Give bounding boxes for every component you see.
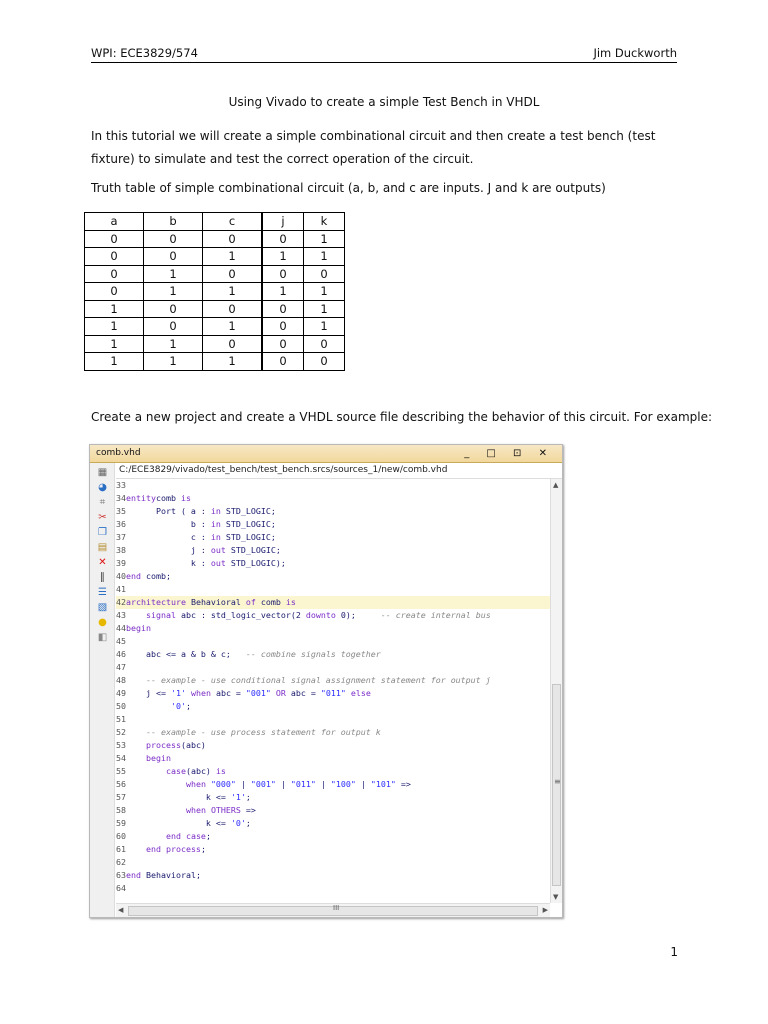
- line-number: 62: [116, 857, 126, 867]
- code-token: j <=: [126, 688, 171, 698]
- code-token: when: [185, 805, 206, 815]
- code-token: else: [350, 688, 371, 698]
- code-token: '1': [230, 792, 246, 802]
- scroll-up-icon[interactable]: ▲: [553, 481, 559, 489]
- code-token: abc <= a & b & c;: [126, 649, 246, 659]
- table-row: [85, 283, 345, 301]
- scroll-left-icon[interactable]: ◀: [118, 906, 124, 914]
- table-cell: 0: [304, 335, 345, 353]
- table-cell: 0: [203, 265, 263, 283]
- code-token: of: [245, 597, 256, 607]
- table-cell: 0: [203, 335, 263, 353]
- document-title: Using Vivado to create a simple Test Bench in VHDL: [228, 95, 540, 109]
- code-token: downto: [305, 610, 336, 620]
- table-cell: 0: [203, 230, 263, 248]
- table-cell: 1: [304, 300, 345, 318]
- code-token: ;: [185, 701, 191, 711]
- code-line: [116, 830, 561, 843]
- line-number: 58: [116, 805, 126, 815]
- code-line: [116, 635, 561, 648]
- code-line: [116, 804, 561, 817]
- truth-table-caption: Truth table of simple combinational circuit (a, b, and c are inputs. J and k are outputs): [91, 181, 606, 195]
- code-token: [126, 844, 146, 854]
- table-row: [85, 230, 345, 248]
- code-token: abc =: [285, 688, 321, 698]
- truth-table: [84, 212, 345, 371]
- line-number: 33: [116, 480, 126, 490]
- code-line: [116, 869, 561, 882]
- table-cell: 1: [85, 300, 144, 318]
- code-token: ;: [205, 831, 211, 841]
- lightbulb-icon[interactable]: ●: [98, 617, 107, 628]
- col-header-k: k: [304, 213, 345, 231]
- code-token: end: [126, 870, 141, 880]
- code-token: [126, 675, 146, 685]
- code-token: in: [210, 519, 221, 529]
- code-token: "000": [210, 779, 236, 789]
- binoculars-icon[interactable]: ◕: [98, 482, 107, 493]
- table-row: [85, 248, 345, 266]
- code-token: comb: [255, 597, 286, 607]
- code-line: [116, 622, 561, 635]
- code-line: [116, 700, 561, 713]
- code-line: [116, 479, 561, 492]
- table-cell: 1: [203, 318, 263, 336]
- code-line: [116, 726, 561, 739]
- col-header-a: a: [85, 213, 144, 231]
- table-cell: 0: [85, 283, 144, 301]
- code-token: case: [165, 766, 186, 776]
- delete-icon[interactable]: ✕: [98, 557, 107, 568]
- link-icon[interactable]: ⌗: [99, 497, 106, 508]
- code-line: [116, 778, 561, 791]
- window-buttons[interactable]: _ □ ⊡ ✕: [464, 448, 554, 459]
- code-token: "101": [370, 779, 396, 789]
- code-line: [116, 583, 561, 596]
- table-cell: 1: [144, 353, 203, 371]
- line-number: 53: [116, 740, 126, 750]
- code-token: [126, 727, 146, 737]
- code-line: [116, 492, 561, 505]
- line-number: 37: [116, 532, 126, 542]
- code-token: [126, 766, 166, 776]
- code-token: |: [235, 779, 251, 789]
- code-token: [126, 831, 166, 841]
- code-token: STD_LOGIC;: [220, 506, 276, 516]
- scroll-grip: ≡: [554, 777, 561, 786]
- line-number: 44: [116, 623, 126, 633]
- code-token: is: [215, 766, 226, 776]
- horizontal-scroll-thumb[interactable]: [128, 906, 538, 916]
- code-line: [116, 882, 561, 895]
- scissors-icon[interactable]: ✂: [98, 512, 107, 523]
- header-left: WPI: ECE3829/574: [91, 46, 198, 60]
- table-cell: 0: [262, 230, 304, 248]
- code-token: when: [190, 688, 211, 698]
- code-token: begin: [145, 753, 171, 763]
- code-token: b :: [126, 519, 211, 529]
- page-number: 1: [670, 945, 678, 959]
- table-cell: 0: [144, 300, 203, 318]
- code-token: abc : std_logic_vector(2: [175, 610, 306, 620]
- code-line: [116, 674, 561, 687]
- code-token: architecture: [126, 597, 186, 607]
- code-token: in: [210, 532, 221, 542]
- code-line: [116, 661, 561, 674]
- table-cell: 1: [144, 283, 203, 301]
- code-token: STD_LOGIC;: [225, 545, 281, 555]
- instruction-paragraph: Create a new project and create a VHDL source file describing the behavior of this circuit. For example:: [91, 410, 713, 424]
- line-number: 57: [116, 792, 126, 802]
- code-line: [116, 609, 561, 622]
- line-number: 52: [116, 727, 126, 737]
- editor-title-bar: [90, 445, 562, 463]
- code-line: [116, 531, 561, 544]
- code-token: -- combine signals together: [245, 649, 381, 659]
- code-token: |: [355, 779, 371, 789]
- code-token: out: [210, 545, 226, 555]
- code-token: end: [126, 571, 141, 581]
- code-token: j :: [126, 545, 211, 555]
- code-token: k :: [126, 558, 211, 568]
- code-token: c :: [126, 532, 211, 542]
- line-number: 40: [116, 571, 126, 581]
- line-number: 59: [116, 818, 126, 828]
- code-token: Behavioral: [185, 597, 246, 607]
- code-line: [116, 570, 561, 583]
- code-token: -- create internal bus: [380, 610, 491, 620]
- code-token: comb;: [141, 571, 171, 581]
- code-token: =>: [240, 805, 256, 815]
- indent-icon[interactable]: ☰: [98, 587, 107, 598]
- code-line: [116, 557, 561, 570]
- code-token: end case: [165, 831, 206, 841]
- code-token: "011": [320, 688, 346, 698]
- line-number: 50: [116, 701, 126, 711]
- code-line: [116, 739, 561, 752]
- code-line: [116, 843, 561, 856]
- line-number: 45: [116, 636, 126, 646]
- format-icon[interactable]: ▧: [97, 602, 108, 613]
- comment-icon[interactable]: ∥: [100, 572, 105, 583]
- code-token: '0': [230, 818, 246, 828]
- code-token: OTHERS: [210, 805, 241, 815]
- code-token: STD_LOGIC;: [220, 532, 276, 542]
- code-token: |: [315, 779, 331, 789]
- code-token: Behavioral;: [141, 870, 201, 880]
- code-token: when: [185, 779, 206, 789]
- line-number: 56: [116, 779, 126, 789]
- table-cell: 1: [304, 318, 345, 336]
- code-token: signal: [145, 610, 176, 620]
- table-row: [85, 318, 345, 336]
- code-token: STD_LOGIC);: [225, 558, 286, 568]
- code-token: k <=: [126, 818, 231, 828]
- code-editor-window: [89, 444, 563, 918]
- table-cell: 1: [203, 248, 263, 266]
- table-cell: 1: [304, 230, 345, 248]
- table-cell: 1: [144, 265, 203, 283]
- table-cell: 1: [262, 248, 304, 266]
- code-token: -- example - use conditional signal assignment statement for output j: [145, 675, 491, 685]
- code-token: entity: [126, 493, 156, 503]
- code-token: [126, 779, 186, 789]
- editor-side-toolbar: [90, 463, 115, 917]
- table-row: [85, 300, 345, 318]
- code-token: is: [180, 493, 191, 503]
- table-cell: 1: [85, 318, 144, 336]
- code-token: (abc): [180, 740, 206, 750]
- code-token: Port ( a :: [126, 506, 211, 516]
- horizontal-scrollbar[interactable]: [116, 903, 550, 917]
- code-token: '0': [170, 701, 186, 711]
- table-row: [85, 335, 345, 353]
- header-right: Jim Duckworth: [593, 46, 677, 60]
- table-cell: 0: [262, 335, 304, 353]
- code-token: (abc): [185, 766, 216, 776]
- header-rule: [91, 62, 677, 63]
- code-token: [126, 701, 171, 711]
- editor-tab-title[interactable]: comb.vhd: [96, 448, 141, 458]
- line-number: 48: [116, 675, 126, 685]
- truth-table-header-row: [85, 213, 345, 231]
- code-token: [126, 753, 146, 763]
- line-number: 55: [116, 766, 126, 776]
- code-token: in: [210, 506, 221, 516]
- code-line: [116, 791, 561, 804]
- table-cell: 0: [85, 248, 144, 266]
- doc-icon[interactable]: ▦: [97, 467, 108, 478]
- table-cell: 0: [203, 300, 263, 318]
- line-number: 38: [116, 545, 126, 555]
- table-cell: 0: [262, 318, 304, 336]
- table-cell: 1: [85, 335, 144, 353]
- line-number: 36: [116, 519, 126, 529]
- code-token: abc =: [210, 688, 246, 698]
- code-line: [116, 648, 561, 661]
- code-token: STD_LOGIC;: [220, 519, 276, 529]
- vertical-scrollbar[interactable]: [550, 479, 562, 903]
- code-token: [126, 805, 186, 815]
- line-number: 51: [116, 714, 126, 724]
- table-cell: 0: [144, 318, 203, 336]
- code-line: [116, 544, 561, 557]
- table-cell: 0: [144, 230, 203, 248]
- code-token: "001": [245, 688, 271, 698]
- line-number: 41: [116, 584, 126, 594]
- table-cell: 1: [144, 335, 203, 353]
- line-number: 35: [116, 506, 126, 516]
- table-cell: 1: [203, 283, 263, 301]
- table-row: [85, 265, 345, 283]
- code-line: [116, 687, 561, 700]
- code-token: begin: [126, 623, 151, 633]
- code-token: out: [210, 558, 226, 568]
- code-token: is: [285, 597, 296, 607]
- code-token: "011": [290, 779, 316, 789]
- line-number: 60: [116, 831, 126, 841]
- line-number: 63: [116, 870, 126, 880]
- line-number: 42: [116, 597, 126, 607]
- code-token: end process: [145, 844, 201, 854]
- code-token: =>: [395, 779, 411, 789]
- code-token: "001": [250, 779, 276, 789]
- file-path-bar: C:/ECE3829/vivado/test_bench/test_bench.srcs/sources_1/new/comb.vhd: [116, 463, 562, 479]
- hscroll-grip: III: [333, 904, 340, 912]
- line-number: 46: [116, 649, 126, 659]
- code-token: 0);: [335, 610, 381, 620]
- line-number: 43: [116, 610, 126, 620]
- table-cell: 0: [262, 300, 304, 318]
- line-number: 34: [116, 493, 126, 503]
- code-line: [116, 817, 561, 830]
- code-line: [116, 713, 561, 726]
- line-number: 47: [116, 662, 126, 672]
- code-line: [116, 596, 561, 609]
- table-cell: 0: [262, 353, 304, 371]
- code-token: -- example - use process statement for output k: [145, 727, 381, 737]
- col-header-c: c: [203, 213, 263, 231]
- code-line: [116, 518, 561, 531]
- col-header-b: b: [144, 213, 203, 231]
- code-token: OR: [275, 688, 286, 698]
- paste-icon[interactable]: ▤: [97, 542, 108, 553]
- code-token: "100": [330, 779, 356, 789]
- table-cell: 1: [304, 283, 345, 301]
- code-token: '1': [170, 688, 186, 698]
- line-number: 49: [116, 688, 126, 698]
- code-token: ;: [245, 792, 251, 802]
- intro-paragraph: In this tutorial we will create a simple combinational circuit and then create a test bench (test fixture) to simulate and test the correct operation of the circuit.: [91, 129, 656, 166]
- code-token: comb: [155, 493, 181, 503]
- code-line: [116, 752, 561, 765]
- code-token: process: [145, 740, 181, 750]
- code-token: k <=: [126, 792, 231, 802]
- table-cell: 0: [304, 265, 345, 283]
- col-header-j: j: [262, 213, 304, 231]
- code-line: [116, 505, 561, 518]
- table-cell: 1: [304, 248, 345, 266]
- line-number: 64: [116, 883, 126, 893]
- code-area[interactable]: [116, 479, 550, 903]
- code-token: ;: [245, 818, 251, 828]
- table-cell: 0: [85, 265, 144, 283]
- settings-icon[interactable]: ◧: [97, 632, 108, 643]
- table-cell: 0: [304, 353, 345, 371]
- table-cell: 0: [262, 265, 304, 283]
- table-cell: 1: [203, 353, 263, 371]
- table-cell: 1: [85, 353, 144, 371]
- code-token: ;: [200, 844, 206, 854]
- code-line: [116, 856, 561, 869]
- scroll-right-icon[interactable]: ▶: [542, 906, 548, 914]
- vertical-scroll-thumb[interactable]: [552, 684, 561, 886]
- table-cell: 0: [144, 248, 203, 266]
- line-number: 61: [116, 844, 126, 854]
- line-number: 39: [116, 558, 126, 568]
- table-cell: 1: [262, 283, 304, 301]
- copy-icon[interactable]: ❐: [98, 527, 107, 538]
- code-line: [116, 765, 561, 778]
- code-token: [126, 740, 146, 750]
- scroll-down-icon[interactable]: ▼: [553, 893, 559, 901]
- table-row: [85, 353, 345, 371]
- code-token: [126, 610, 146, 620]
- line-number: 54: [116, 753, 126, 763]
- table-cell: 0: [85, 230, 144, 248]
- code-token: |: [275, 779, 291, 789]
